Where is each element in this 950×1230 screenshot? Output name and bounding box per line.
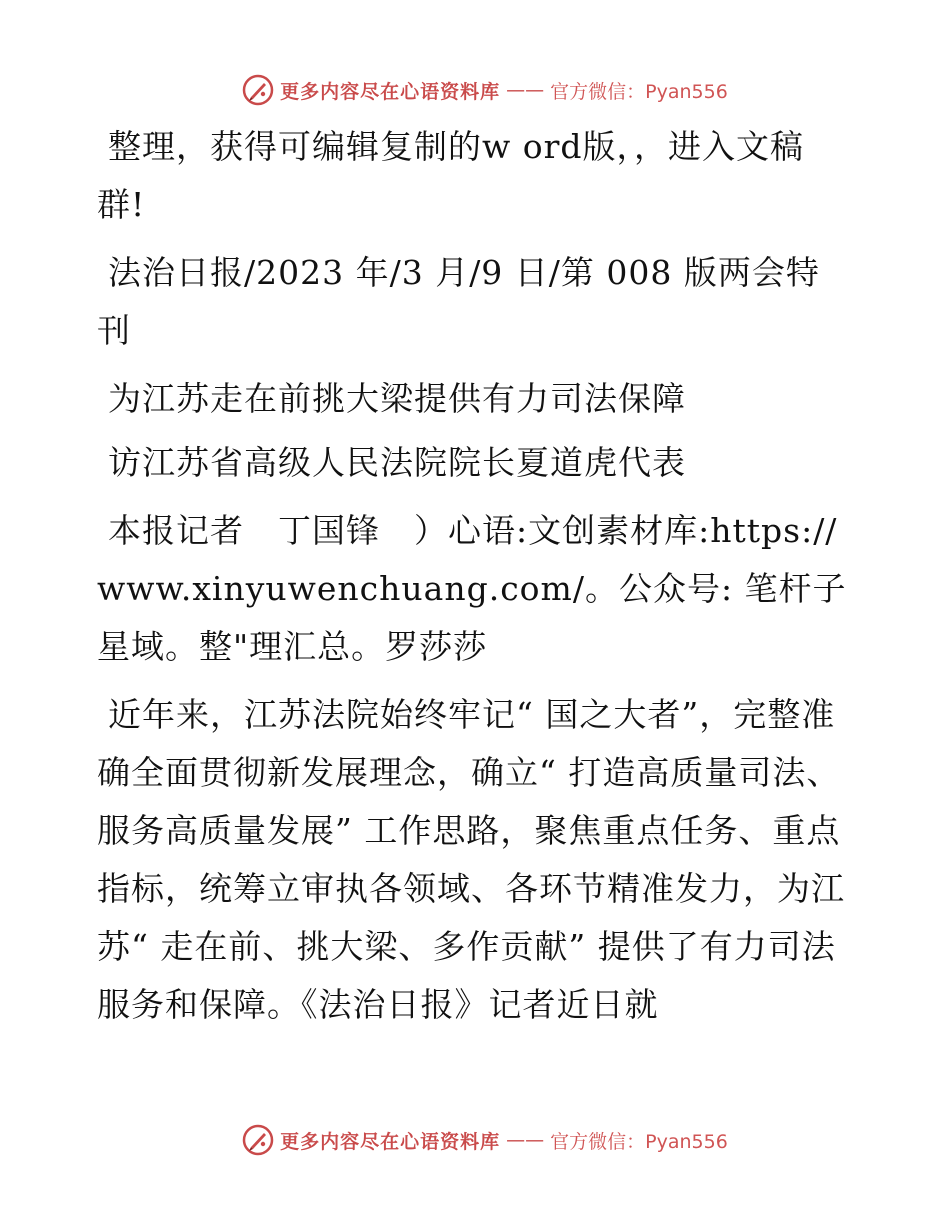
watermark-group: [242, 1124, 728, 1156]
footer-watermark: [0, 1120, 950, 1160]
watermark-wechat-text: 官方微信：Pyan556: [550, 80, 728, 103]
intro-paragraph: 整理，获得可编辑复制的w ord版，，进入文稿群!: [97, 127, 805, 224]
body-paragraph: 近年来，江苏法院始终牢记“ 国之大者”，完整准确全面贯彻新发展理念，确立“ 打造高质量司法、服务高质量发展” 工作思路，聚焦重点任务、重点指标，统筹立审执各领域、各环节精准发力，为江苏“ 走在前、挑大梁、多作贡献” 提供了有力司法服务和保障。《法治日报》记者近日就: [97, 695, 845, 1024]
watermark-group: [242, 74, 728, 106]
watermark-site-text: 更多内容尽在心语资料库: [280, 80, 501, 103]
header-watermark: [0, 70, 950, 110]
article-subtitle: 访江苏省高级人民法院院长夏道虎代表: [108, 443, 686, 482]
watermark-site-text: 更多内容尽在心语资料库: [280, 1130, 501, 1153]
watermark-separator: ——: [506, 79, 545, 101]
article-title: 为江苏走在前挑大梁提供有力司法保障: [108, 379, 686, 418]
quill-logo-icon: [242, 1124, 274, 1156]
source-line: 法治日报/2023 年/3 月/9 日/第 008 版两会特刊: [97, 253, 820, 350]
watermark-wechat-text: 官方微信：Pyan556: [550, 1130, 728, 1153]
watermark-separator: ——: [506, 1129, 545, 1151]
document-body: [97, 118, 849, 1044]
byline-paragraph: 本报记者 丁国锋 ）心语:文创素材库:https://www.xinyuwenchuang.com/。公众号: 笔杆子星域。整"理汇总。罗莎莎: [97, 511, 847, 666]
quill-logo-icon: [242, 74, 274, 106]
